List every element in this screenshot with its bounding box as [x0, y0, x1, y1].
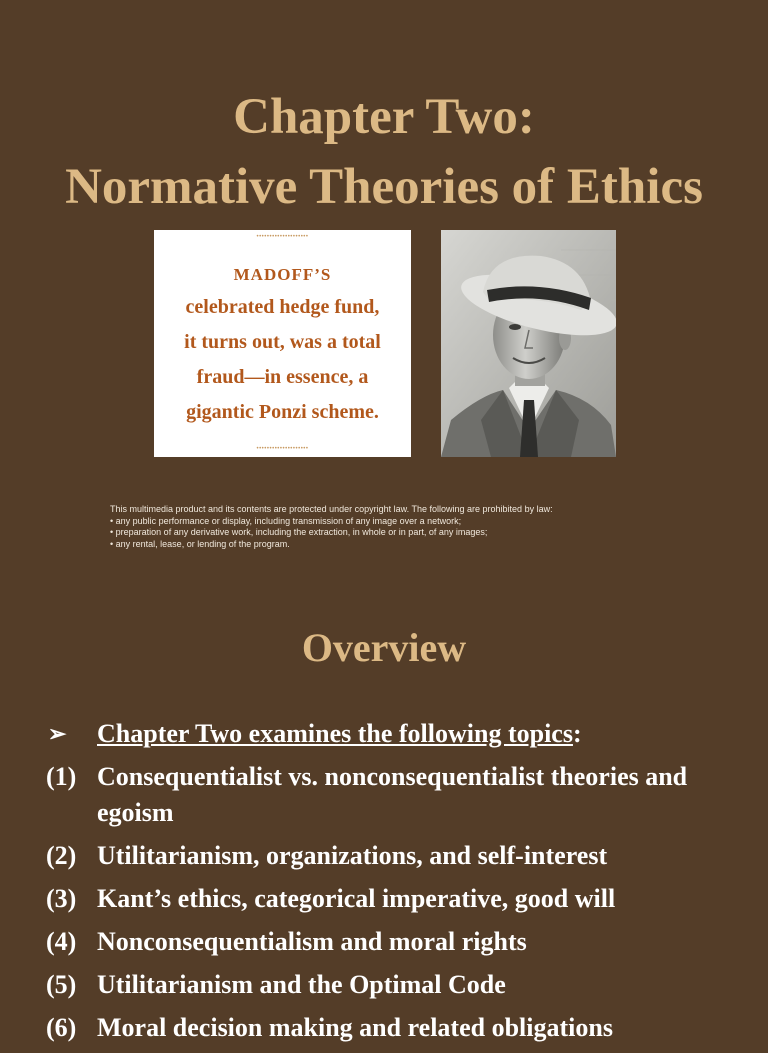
topics-list [0, 716, 768, 1053]
list-item-text: Utilitarianism, organizations, and self-interest [97, 841, 608, 870]
list-item-text: Moral decision making and related obligations [97, 1013, 613, 1042]
list-item-number: (3) [46, 884, 77, 913]
list-item-text: Utilitarianism and the Optimal Code [97, 970, 506, 999]
copyright-notice [110, 504, 710, 550]
title-line-1: Chapter Two: [233, 89, 535, 145]
list-item [0, 967, 768, 1003]
portrait-photo [441, 230, 616, 457]
topics-intro-colon: : [572, 719, 582, 748]
list-item [0, 924, 768, 960]
list-item-number: (2) [46, 841, 77, 870]
quote-text [154, 260, 411, 430]
list-item [0, 838, 768, 874]
list-item [0, 881, 768, 917]
list-item-number: (5) [46, 970, 77, 999]
list-item-number: (1) [46, 762, 77, 791]
list-item [0, 1010, 768, 1046]
list-item-number: (4) [46, 927, 77, 956]
slide-title [0, 82, 768, 222]
topics-intro-text: Chapter Two examines the following topics [97, 719, 573, 748]
copyright-intro: This multimedia product and its contents are protected under copyright law. The following are prohibited by law: [110, 504, 553, 514]
madoff-quote-image [154, 230, 411, 457]
list-item-text: Kant’s ethics, categorical imperative, good will [97, 884, 616, 913]
list-item-number: (6) [46, 1013, 77, 1042]
arrow-bullet-icon: ➢ [48, 721, 67, 746]
topics-intro [0, 716, 768, 752]
copyright-bullet: • any public performance or display, including transmission of any image over a network; [110, 515, 462, 526]
quote-line: fraud—in essence, a [196, 366, 369, 388]
quote-heading: MADOFF’S [233, 265, 332, 284]
title-line-2: Normative Theories of Ethics [65, 159, 703, 215]
portrait-illustration [441, 230, 616, 457]
copyright-bullet: • preparation of any derivative work, including the extraction, in whole or in part, of any images; [110, 527, 488, 537]
list-item [0, 759, 768, 831]
quote-line: gigantic Ponzi scheme. [186, 401, 379, 423]
quote-line: it turns out, was a total [184, 331, 381, 353]
quote-divider-bottom: •••••••••••••••••••• [256, 446, 309, 452]
list-item-text: Nonconsequentialism and moral rights [97, 927, 527, 956]
quote-divider-top: •••••••••••••••••••• [256, 234, 309, 240]
copyright-bullet: • any rental, lease, or lending of the program. [110, 538, 290, 549]
list-item-text: Consequentialist vs. nonconsequentialist theories and egoism [97, 762, 688, 827]
quote-line: celebrated hedge fund, [185, 296, 380, 318]
overview-heading: Overview [301, 625, 467, 670]
